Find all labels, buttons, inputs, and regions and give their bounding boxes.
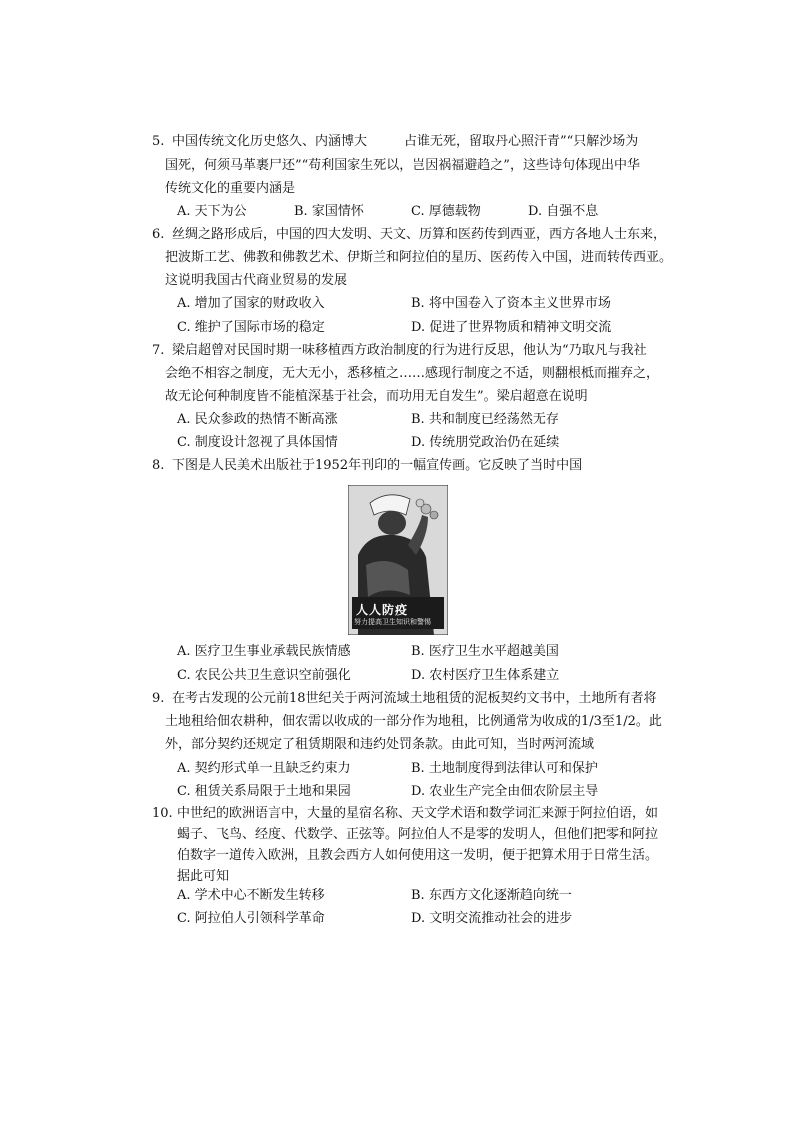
question-text-line: 会绝不相容之制度，无大无小，悉移植之……感现行制度之不适，则翻根柢而摧弃之， — [165, 366, 660, 381]
option-d[interactable]: D. 文明交流推动社会的进步 — [411, 911, 573, 926]
question-text-line: 外，部分契约还规定了租赁期限和违约处罚条款。由此可知，当时两河流域 — [165, 737, 595, 752]
question-text-line: 在考古发现的公元前18世纪关于两河流域土地租赁的泥板契约文书中，土地所有者将 — [172, 691, 657, 706]
question-text-line: 土地租给佃农耕种，佃农需以收成的一部分作为地租，比例通常为收成的1/3至1/2。此 — [165, 714, 662, 729]
option-c[interactable]: C. 维护了国际市场的稳定 — [177, 320, 325, 335]
question-number: 8. — [152, 458, 165, 473]
option-b[interactable]: B. 土地制度得到法律认可和保护 — [411, 761, 598, 776]
option-b[interactable]: B. 将中国卷入了资本主义世界市场 — [411, 296, 611, 311]
option-d[interactable]: D. 农村医疗卫生体系建立 — [411, 668, 560, 683]
question-text-line: 中国传统文化历史悠久、内涵博大 — [172, 134, 368, 149]
question-text-line: 伯数字一道传入欧洲，且教会西方人如何使用这一发明，便于把算术用于日常生活。 — [177, 848, 659, 863]
question-text-line: 国死，何须马革裹尸还”“苟利国家生死以，岂因祸福避趋之”，这些诗句体现出中华 — [165, 158, 640, 173]
option-d[interactable]: D. 促进了世界物质和精神文明交流 — [411, 320, 612, 335]
question-number: 9. — [152, 691, 165, 706]
question-text-line: 故无论何种制度皆不能植深基于社会，而功用无自发生”。梁启超意在说明 — [165, 389, 588, 404]
option-c[interactable]: C. 阿拉伯人引领科学革命 — [177, 911, 325, 926]
option-a[interactable]: A. 天下为公 — [177, 204, 247, 219]
option-c[interactable]: C. 制度设计忽视了具体国情 — [177, 435, 338, 450]
option-a[interactable]: A. 增加了国家的财政收入 — [177, 296, 325, 311]
question-text-line: 据此可知 — [177, 869, 230, 884]
option-c[interactable]: C. 租赁关系局限于土地和果园 — [177, 784, 351, 799]
question-text-line: 下图是人民美术出版社于1952年刊印的一幅宣传画。它反映了当时中国 — [172, 458, 583, 473]
option-d[interactable]: D. 农业生产完全由佃农阶层主导 — [411, 784, 599, 799]
propaganda-poster-image — [348, 485, 448, 635]
option-b[interactable]: B. 医疗卫生水平超越美国 — [411, 644, 559, 659]
option-a[interactable]: A. 契约形式单一且缺乏约束力 — [177, 761, 351, 776]
question-number: 6. — [152, 227, 165, 242]
question-text-line: 蝎子、飞鸟、经度、代数学、正弦等。阿拉伯人不是零的发明人，但他们把零和阿拉 — [177, 827, 659, 842]
option-a[interactable]: A. 民众参政的热情不断高涨 — [177, 412, 338, 427]
question-text-line: 梁启超曾对民国时期一味移植西方政治制度的行为进行反思，他认为“乃取凡与我社 — [172, 343, 647, 358]
question-text-line: 这说明我国古代商业贸易的发展 — [165, 273, 348, 288]
option-c[interactable]: C. 厚德载物 — [411, 204, 481, 219]
question-number: 10. — [152, 806, 173, 821]
poster-subtitle: 努力提高卫生知识和警惕 — [354, 618, 431, 626]
question-number: 5. — [152, 134, 165, 149]
option-d[interactable]: D. 自强不息 — [528, 204, 599, 219]
question-text-line: 丝绸之路形成后，中国的四大发明、天文、历算和医药传到西亚，西方各地人士东来， — [172, 227, 667, 242]
option-a[interactable]: A. 医疗卫生事业承载民族情感 — [177, 644, 351, 659]
question-text-line: 占谁无死，留取丹心照汗青”“只解沙场为 — [404, 134, 639, 149]
option-a[interactable]: A. 学术中心不断发生转移 — [177, 888, 325, 903]
option-b[interactable]: B. 家国情怀 — [294, 204, 364, 219]
option-d[interactable]: D. 传统朋党政治仍在延续 — [411, 435, 560, 450]
option-c[interactable]: C. 农民公共卫生意识空前强化 — [177, 668, 351, 683]
poster-title: 人人防疫 — [356, 603, 409, 617]
question-text-line: 传统文化的重要内涵是 — [165, 181, 296, 196]
question-number: 7. — [152, 343, 165, 358]
question-text-line: 把波斯工艺、佛教和佛教艺术、伊斯兰和阿拉伯的星历、医药传入中国，进而转传西亚。 — [165, 250, 673, 265]
question-text-line: 中世纪的欧洲语言中，大量的星宿名称、天文学术语和数学词汇来源于阿拉伯语，如 — [177, 806, 659, 821]
option-b[interactable]: B. 东西方文化逐渐趋向统一 — [411, 888, 572, 903]
option-b[interactable]: B. 共和制度已经荡然无存 — [411, 412, 559, 427]
